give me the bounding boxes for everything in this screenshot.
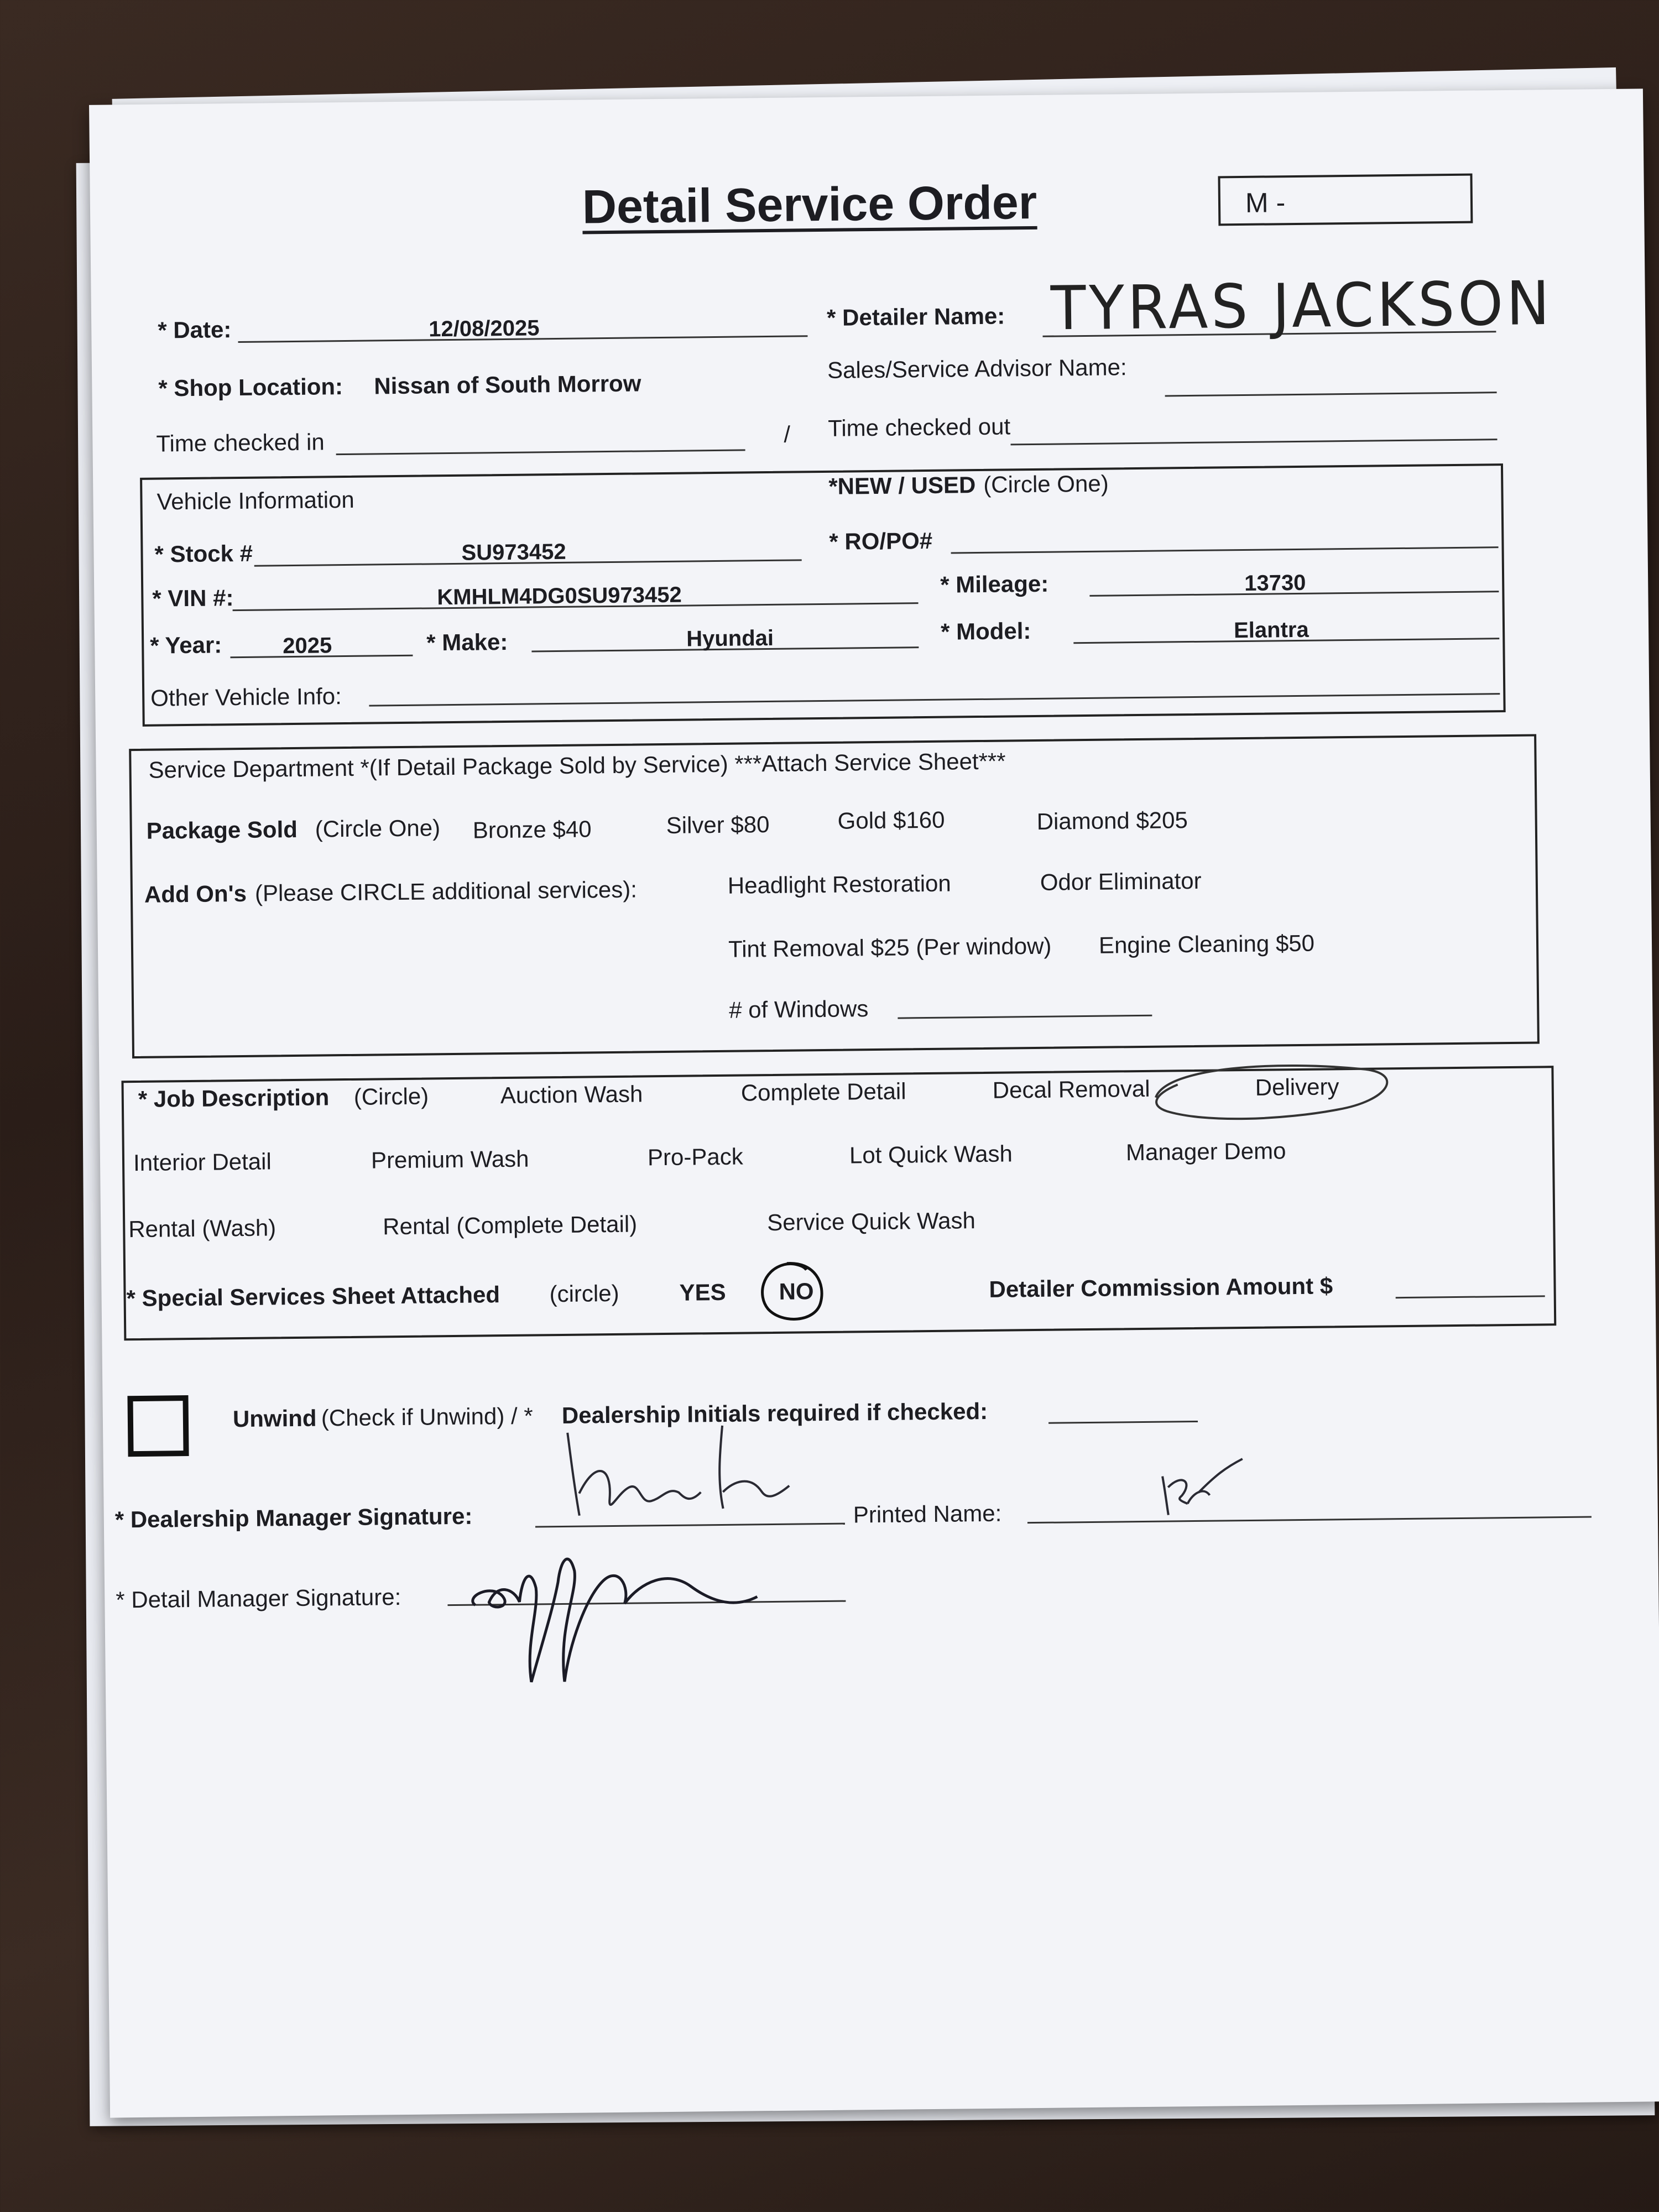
date-label: * Date: (158, 316, 232, 343)
form-title: Detail Service Order (582, 175, 1037, 234)
shop-location-label: * Shop Location: (158, 373, 343, 401)
unwind-initials-line[interactable] (1048, 1421, 1198, 1424)
job-decal-removal[interactable]: Decal Removal (992, 1075, 1150, 1103)
time-out-label: Time checked out (827, 413, 1011, 441)
stock-label: * Stock # (154, 540, 253, 567)
vin-value[interactable]: KMHLM4DG0SU973452 (437, 582, 682, 610)
job-delivery[interactable]: Delivery (1255, 1073, 1339, 1100)
time-out-line[interactable] (1011, 439, 1498, 445)
addon-tint-removal[interactable]: Tint Removal $25 (Per window) (728, 932, 1052, 962)
job-rental-wash[interactable]: Rental (Wash) (128, 1214, 276, 1243)
windows-count-label: # of Windows (728, 995, 869, 1023)
package-silver[interactable]: Silver $80 (666, 811, 770, 838)
add-ons-label: Add On's (144, 880, 247, 907)
no-circle-mark (754, 1253, 832, 1331)
date-value[interactable]: 12/08/2025 (429, 316, 540, 342)
job-description-label: * Job Description (138, 1084, 330, 1112)
mileage-label: * Mileage: (940, 570, 1049, 598)
time-in-line[interactable] (336, 449, 745, 455)
package-gold[interactable]: Gold $160 (837, 806, 945, 834)
addon-odor-eliminator[interactable]: Odor Eliminator (1040, 867, 1202, 895)
printed-name-label: Printed Name: (853, 1500, 1002, 1528)
job-manager-demo[interactable]: Manager Demo (1125, 1138, 1286, 1166)
package-sold-label: Package Sold (146, 816, 298, 844)
job-auction-wash[interactable]: Auction Wash (500, 1081, 643, 1109)
order-number-box[interactable]: M - (1218, 174, 1473, 226)
ro-po-label: * RO/PO# (829, 527, 933, 555)
model-value[interactable]: Elantra (1233, 617, 1309, 643)
job-premium-wash[interactable]: Premium Wash (371, 1145, 529, 1173)
package-sold-hint: (Circle One) (315, 815, 441, 842)
detailer-name-label: * Detailer Name: (826, 302, 1005, 331)
mileage-value[interactable]: 13730 (1244, 570, 1306, 596)
detail-manager-signature-label: * Detail Manager Signature: (116, 1584, 401, 1613)
advisor-name-line[interactable] (1165, 392, 1497, 397)
new-used-hint: (Circle One) (983, 470, 1109, 498)
job-rental-complete-detail[interactable]: Rental (Complete Detail) (383, 1211, 638, 1240)
stock-value[interactable]: SU973452 (461, 539, 566, 565)
make-value[interactable]: Hyundai (686, 625, 774, 651)
special-services-label: * Special Services Sheet Attached (126, 1281, 500, 1312)
new-used-label[interactable]: *NEW / USED (828, 472, 976, 499)
unwind-initials-label: Dealership Initials required if checked: (561, 1397, 988, 1428)
printed-name-initials (1154, 1453, 1254, 1521)
vehicle-info-label: Vehicle Information (156, 486, 354, 515)
year-value[interactable]: 2025 (283, 633, 332, 659)
unwind-hint: (Check if Unwind) / * (321, 1402, 533, 1431)
special-services-no[interactable]: NO (779, 1278, 814, 1305)
shop-location-value[interactable]: Nissan of South Morrow (374, 370, 641, 399)
detailer-name-handwritten[interactable]: TYRAS JACKSON (1050, 268, 1553, 344)
addon-engine-cleaning[interactable]: Engine Cleaning $50 (1098, 930, 1315, 958)
advisor-name-label: Sales/Service Advisor Name: (827, 354, 1127, 383)
package-bronze[interactable]: Bronze $40 (472, 816, 592, 843)
delivery-circle-mark (1144, 1048, 1400, 1134)
make-label: * Make: (426, 628, 508, 656)
dealership-signature-label: * Dealership Manager Signature: (114, 1503, 473, 1533)
other-vehicle-info-label: Other Vehicle Info: (150, 683, 342, 711)
job-service-quick-wash[interactable]: Service Quick Wash (767, 1207, 976, 1236)
year-label: * Year: (150, 632, 222, 659)
special-services-yes[interactable]: YES (679, 1279, 726, 1306)
addon-headlight-restoration[interactable]: Headlight Restoration (727, 870, 951, 899)
special-services-hint: (circle) (549, 1280, 619, 1307)
time-in-label: Time checked in (156, 429, 325, 457)
job-description-hint: (Circle) (353, 1083, 429, 1110)
job-complete-detail[interactable]: Complete Detail (740, 1078, 906, 1106)
add-ons-hint: (Please CIRCLE additional services): (254, 876, 638, 906)
time-separator: / (784, 421, 791, 447)
model-label: * Model: (940, 618, 1031, 645)
job-interior-detail[interactable]: Interior Detail (133, 1148, 272, 1176)
unwind-checkbox[interactable] (127, 1395, 189, 1457)
package-diamond[interactable]: Diamond $205 (1036, 807, 1188, 834)
commission-label: Detailer Commission Amount $ (989, 1272, 1333, 1302)
detail-service-order-form (89, 88, 1659, 2117)
job-lot-quick-wash[interactable]: Lot Quick Wash (849, 1140, 1013, 1168)
unwind-label: Unwind (232, 1405, 317, 1432)
detail-manager-signature (457, 1497, 791, 1699)
vin-label: * VIN #: (152, 585, 234, 612)
job-pro-pack[interactable]: Pro-Pack (647, 1143, 743, 1171)
printed-name-line[interactable] (1027, 1516, 1592, 1524)
service-heading: Service Department *(If Detail Package Sold by Service) ***Attach Service Sheet*** (148, 748, 1006, 783)
